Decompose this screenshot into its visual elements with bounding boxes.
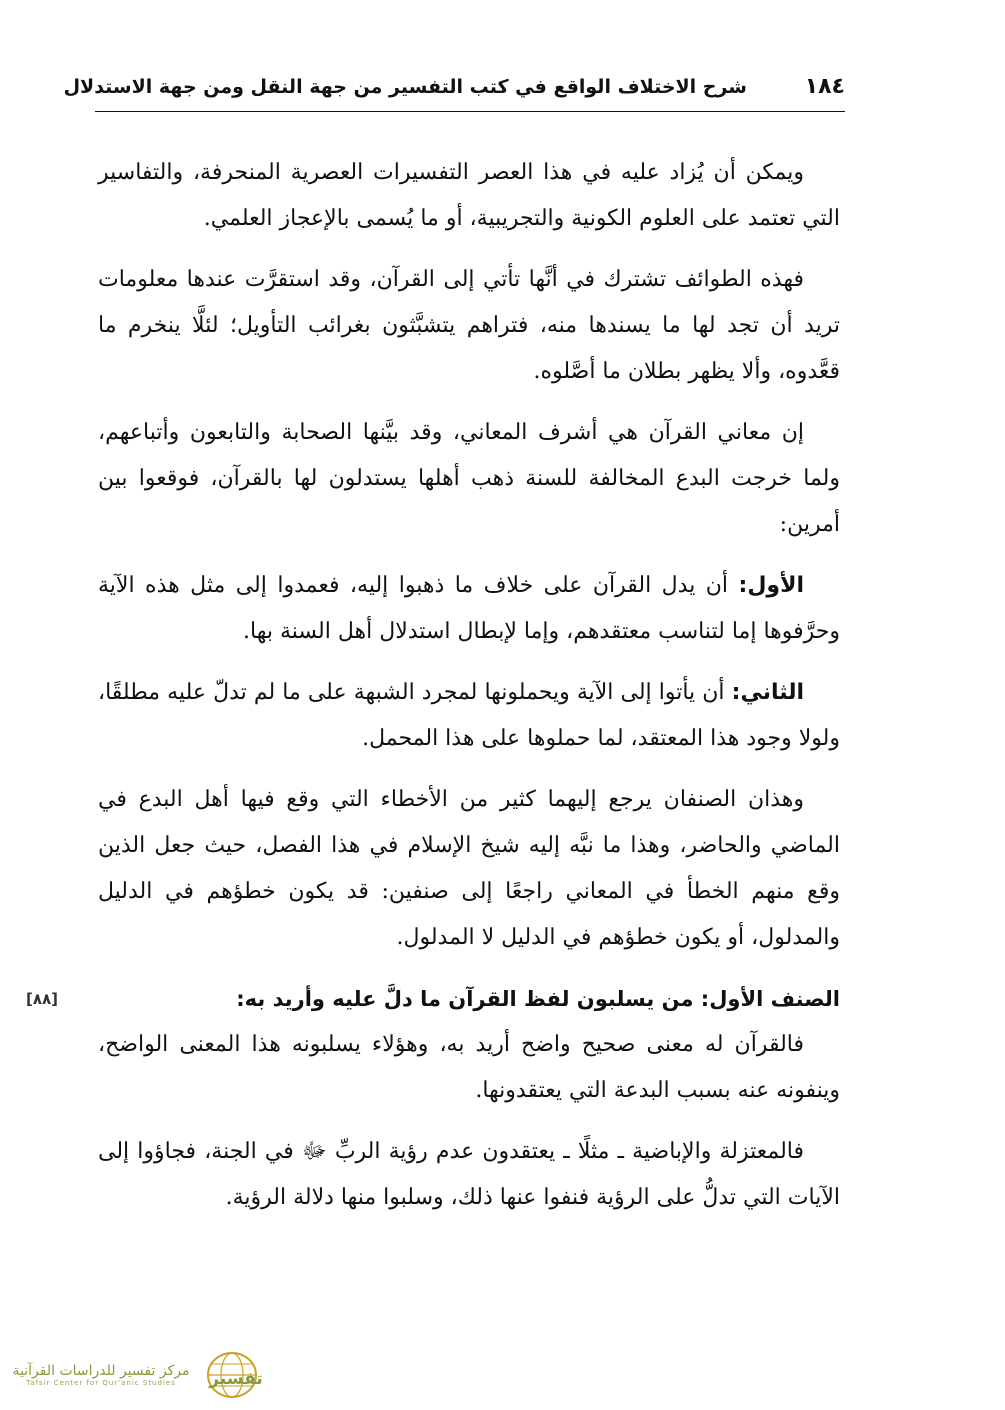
logo-emblem-text: تفسير	[209, 1369, 263, 1389]
paragraph	[98, 777, 840, 961]
paragraph-term: الأول:	[738, 573, 804, 598]
paragraph-text: فالمعتزلة والإباضية ـ مثلًا ـ يعتقدون عدم رؤية الربِّ ﷻ في الجنة، فجاؤوا إلى الآيات التي تدلُّ على الرؤية فنفوا عنها ذلك، وسلبوا منها دلالة الرؤية.	[98, 1139, 840, 1210]
section-heading-text: الصنف الأول: من يسلبون لفظ القرآن ما دلَّ عليه وأريد به:	[236, 987, 840, 1011]
section-heading	[26, 976, 840, 1022]
header-rule	[95, 111, 845, 112]
paragraph	[98, 1022, 840, 1114]
margin-section-number: [٨٨]	[26, 990, 59, 1008]
paragraph-text: أن يدل القرآن على خلاف ما ذهبوا إليه، فعمدوا إلى مثل هذه الآية وحرَّفوها إما لتناسب معتقدهم، وإما لإبطال استدلال أهل السنة بها.	[98, 573, 840, 644]
paragraph-text: وهذان الصنفان يرجع إليهما كثير من الأخطاء التي وقع فيها أهل البدع في الماضي والحاضر، وهذا ما نبَّه إليه شيخ الإسلام في هذا الفصل، حيث جعل الذين وقع منهم الخطأ في المعاني راجعًا إلى صنفين: قد يكون خطؤهم في الدليل والمدلول، أو يكون خطؤهم في الدليل لا المدلول.	[98, 787, 840, 950]
page-number: ١٨٤	[804, 74, 845, 99]
globe-icon	[202, 1348, 266, 1402]
paragraph	[98, 150, 840, 242]
running-title: شرح الاختلاف الواقع في كتب التفسير من جهة النقل ومن جهة الاستدلال	[63, 76, 747, 98]
paragraph-text: فالقرآن له معنى صحيح واضح أريد به، وهؤلاء يسلبونه هذا المعنى الواضح، وينفونه عنه بسبب البدعة التي يعتقدونها.	[98, 1032, 840, 1103]
page-header	[63, 66, 845, 112]
paragraph	[98, 670, 840, 762]
logo-main-text: مركز تفسير للدراسات القرآنية	[12, 1363, 190, 1379]
paragraph	[98, 1129, 840, 1221]
logo-sub-text: Tafsir Center for Qur'anic Studies	[26, 1379, 176, 1387]
paragraph-text: إن معاني القرآن هي أشرف المعاني، وقد بيَّنها الصحابة والتابعون وأتباعهم، ولما خرجت البدع المخالفة للسنة ذهب أهلها يستدلون لها بالقرآن، فوقعوا بين أمرين:	[98, 420, 840, 537]
paragraph-text: فهذه الطوائف تشترك في أنَّها تأتي إلى القرآن، وقد استقرَّت عندها معلومات تريد أن تجد لها ما يسندها منه، فتراهم يتشبَّثون بغرائب التأويل؛ لئلَّا ينخرم ما قعَّدوه، وألا يظهر بطلان ما أصَّلوه.	[98, 267, 840, 384]
paragraph	[98, 257, 840, 395]
paragraph-text: ويمكن أن يُزاد عليه في هذا العصر التفسيرات العصرية المنحرفة، والتفاسير التي تعتمد على العلوم الكونية والتجريبية، أو ما يُسمى بالإعجاز العلمي.	[98, 160, 840, 231]
page-body	[26, 150, 840, 1236]
logo-text-block	[6, 1363, 196, 1387]
paragraph-text: أن يأتوا إلى الآية ويحملونها لمجرد الشبهة على ما لم تدلّ عليه مطلقًا، ولولا وجود هذا المعتقد، لما حملوها على هذا المحمل.	[98, 680, 840, 751]
paragraph	[98, 563, 840, 655]
paragraph	[98, 410, 840, 548]
publisher-logo	[6, 1347, 268, 1403]
paragraph-term: الثاني:	[731, 680, 804, 705]
